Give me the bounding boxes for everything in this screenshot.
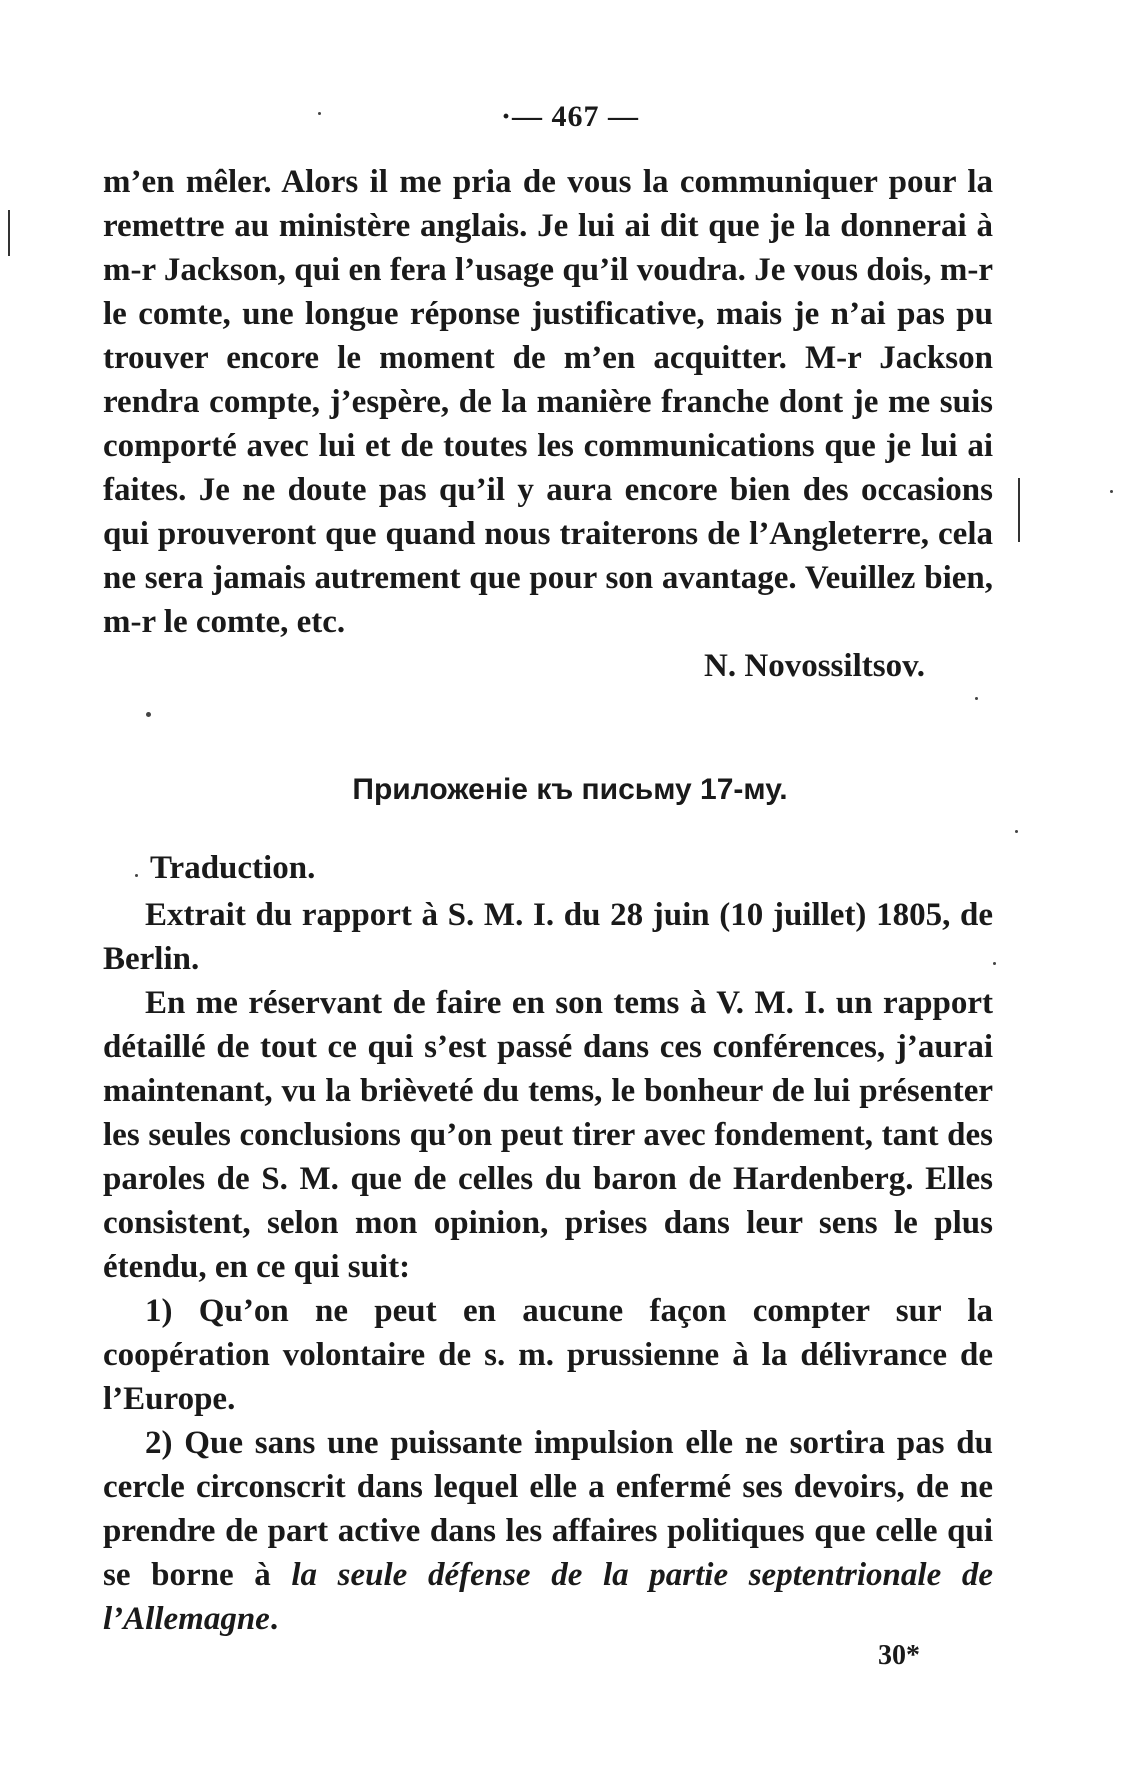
point-2 [103, 1421, 993, 1641]
point-1: 1) Qu’on ne peut en aucune façon compter sur la coopération volontaire de s. m. prussienne à la délivrance de l’Europe. [103, 1293, 993, 1417]
scan-mark-left [8, 210, 10, 256]
intro-paragraph: En me réservant de faire en son tems à V. M. I. un rapport détaillé de tout ce qui s’est passé dans ces conférences, j’aurai maintenant, vu la brièveté du tems, le bonheur de lui présenter les seules conclusions qu’on peut tirer avec fondement, tant des paroles de S. M. que de celles du baron de Hardenberg. Elles consistent, selon mon opinion, prises dans leur sens le plus étendu, en ce qui suit: [103, 985, 993, 1285]
scan-speck [993, 962, 996, 965]
scan-speck [975, 697, 978, 700]
letter-paragraph: m’en mêler. Alors il me pria de vous la communiquer pour la remettre au ministère anglais. Je lui ai dit que je la donnerai à m-r Jackson, qui en fera l’usage qu’il voudra. Je vous dois, m-r le comte, une longue réponse justificative, mais je n’ai pas pu trouver encore le moment de m’en acquitter. M-r Jackson rendra compte, j’espère, de la manière franche dont je me suis comporté avec lui et de toutes les communications que je lui ai faites. Je ne doute pas qu’il y aura encore bien des occasions qui prouveront que quand nous traiterons de l’Angleterre, cela ne sera jamais autrement que pour son avantage. Veuillez bien, m-r le comte, etc. [103, 164, 993, 640]
point-2-end: . [269, 1601, 279, 1637]
appendix-heading: Приложеніе къ письму 17-му. [352, 773, 788, 806]
signature: N. Novossiltsov. [704, 648, 925, 684]
extract-title: Extrait du rapport à S. M. I. du 28 juin (10 juillet) 1805, de Berlin. [103, 897, 993, 977]
scan-speck [146, 712, 151, 717]
translation-label: Traduction. [150, 850, 316, 886]
scan-mark-right [1018, 478, 1020, 542]
appendix-body [103, 893, 993, 1641]
scan-speck [1110, 490, 1113, 493]
scan-speck [1015, 830, 1018, 833]
sheet-mark: 30* [878, 1640, 920, 1671]
scan-speck [318, 112, 321, 115]
point-2-text: 2) Que sans une puissante impulsion elle ne sortira pas du cercle circonscrit dans lequel elle a enfermé ses devoirs, de ne prendre de part active dans les affaires politiques que celle qui se borne à [103, 1425, 993, 1593]
scan-speck [135, 874, 138, 877]
point-2-italic: la seule défense de la partie septentrionale de l’Allemagne [103, 1557, 993, 1637]
page-number: ·— 467 — [500, 100, 639, 133]
letter-body [103, 160, 993, 644]
